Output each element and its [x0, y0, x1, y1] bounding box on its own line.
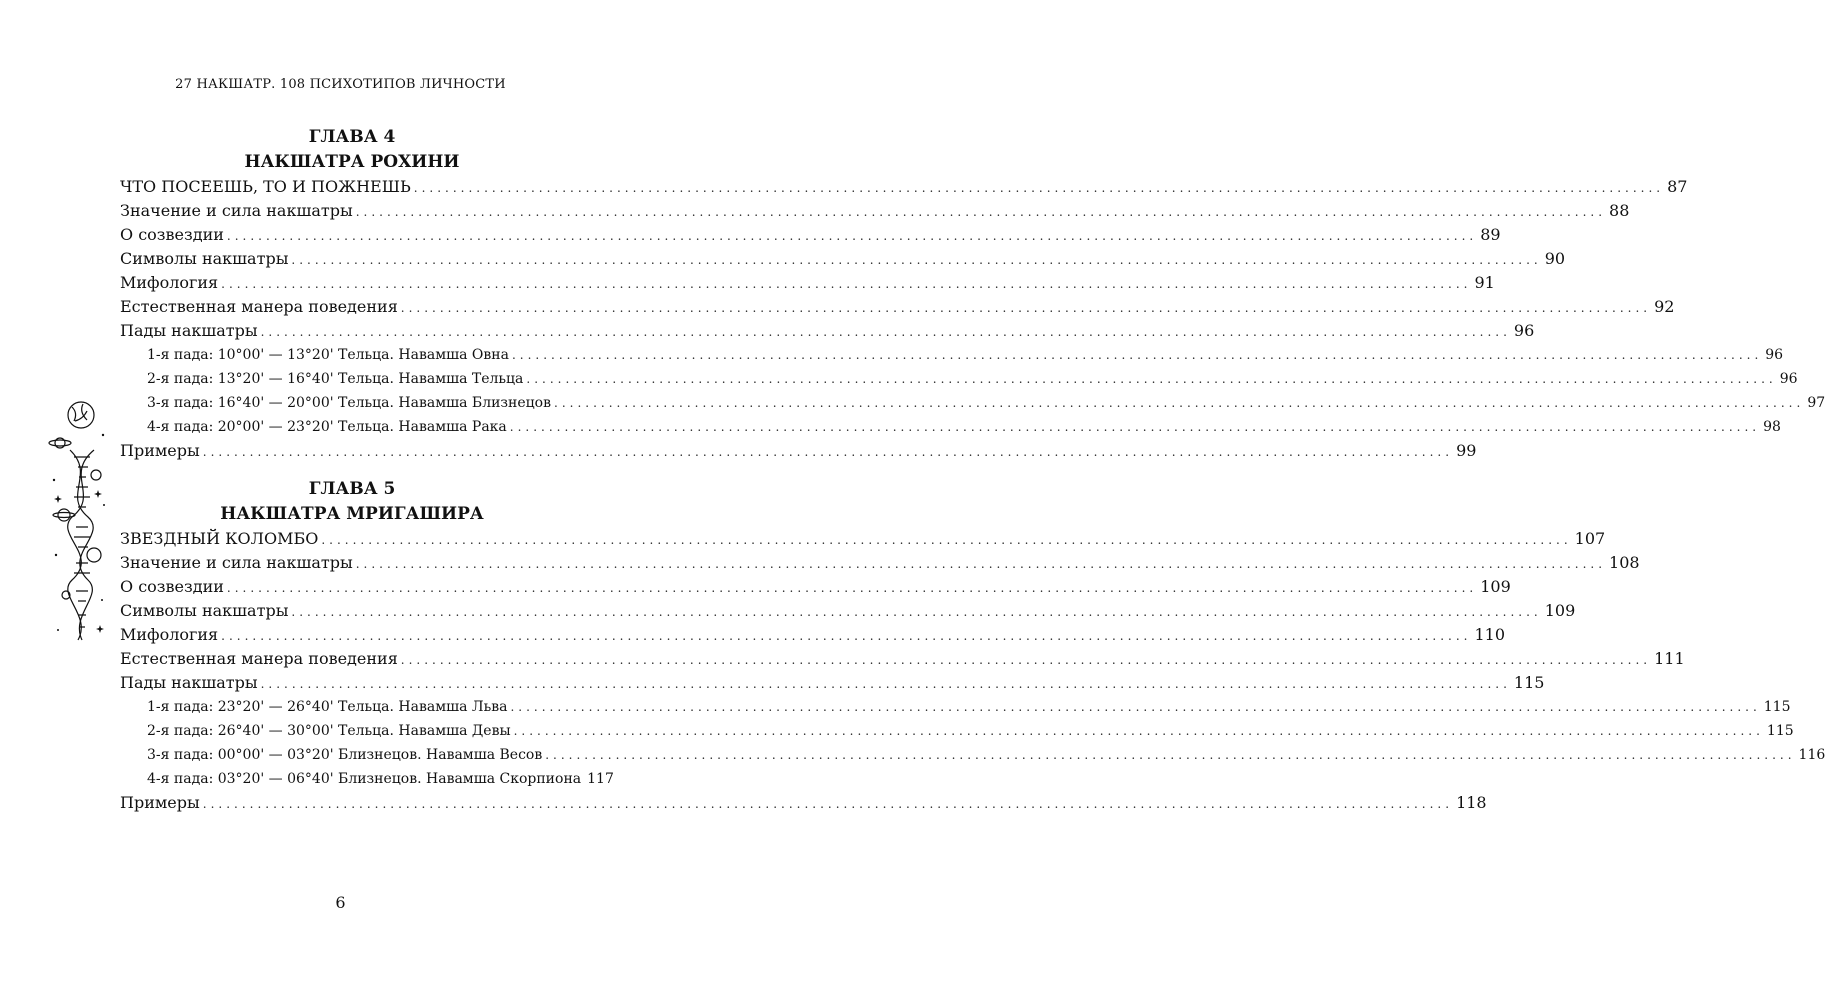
toc-entry-title: ЧТО ПОСЕЕШЬ, ТО И ПОЖНЕШЬ	[120, 177, 411, 196]
toc-entry	[120, 295, 1675, 319]
toc-entry-page: 117	[587, 771, 614, 787]
leader-dots: ................................................................................................................................................................	[202, 797, 1454, 811]
leader-dots: ................................................................................................................................................................	[400, 301, 1652, 315]
toc-entry-title: 2-я пада: 13°20' — 16°40' Тельца. Навамша Тельца	[147, 371, 524, 387]
toc-entry-title: 4-я пада: 03°20' — 06°40' Близнецов. Навамша Скорпиона	[147, 771, 582, 787]
leader-dots: ................................................................................................................................................................	[554, 396, 1805, 410]
toc-entry-page: 99	[1456, 441, 1477, 460]
toc-entry-page: 98	[1763, 419, 1781, 435]
leader-dots: ................................................................................................................................................................	[291, 253, 1542, 267]
running-head: 27 НАКШАТР. 108 ПСИХОТИПОВ ЛИЧНОСТИ	[175, 77, 506, 92]
leader-dots: ................................................................................................................................................................	[321, 533, 1572, 547]
toc-entry	[120, 367, 1798, 391]
toc-entry-title: Пады накшатры	[120, 321, 258, 340]
toc-entry-title: Мифология	[120, 273, 219, 292]
toc-entry-title: О созвездии	[120, 225, 224, 244]
chapter-number: ГЛАВА 4	[308, 127, 396, 147]
leader-dots: ................................................................................................................................................................	[545, 748, 1796, 762]
leader-dots: ................................................................................................................................................................	[221, 277, 1472, 291]
toc-entry-page: 96	[1513, 321, 1535, 340]
leader-dots: ................................................................................................................................................................	[400, 653, 1652, 667]
toc-entry	[120, 647, 1685, 671]
toc-entry-title: 1-я пада: 23°20' — 26°40' Тельца. Навамша Льва	[147, 699, 508, 715]
leader-dots: ................................................................................................................................................................	[221, 629, 1472, 643]
leader-dots: ................................................................................................................................................................	[510, 700, 1761, 714]
toc-entry	[120, 623, 1505, 647]
toc-entry	[120, 319, 1535, 343]
toc-entry-page: 96	[1765, 347, 1784, 363]
toc-entry	[120, 527, 1606, 551]
toc-entry-page: 109	[1544, 601, 1576, 620]
toc-chapter-5	[120, 477, 1825, 815]
leader-dots: ................................................................................................................................................................	[513, 724, 1764, 738]
toc-entry	[120, 695, 1791, 719]
toc-entry	[120, 743, 1825, 767]
toc-entry	[120, 247, 1566, 271]
toc-entry-page: 91	[1474, 273, 1495, 292]
chapter-title: НАКШАТРА МРИГАШИРА	[220, 504, 484, 524]
toc-entry-title: Пады накшатры	[120, 673, 258, 692]
toc-entry-page: 89	[1480, 225, 1501, 244]
leader-dots: ................................................................................................................................................................	[260, 677, 1511, 691]
leader-dots: ................................................................................................................................................................	[355, 205, 1607, 219]
toc-entry-title: 1-я пада: 10°00' — 13°20' Тельца. Навамша Овна	[147, 347, 509, 363]
toc-entry-page: 115	[1513, 673, 1545, 692]
toc-entry-title: Символы накшатры	[120, 249, 289, 268]
toc-entry-title: Мифология	[120, 625, 219, 644]
toc-entry-page: 107	[1574, 529, 1606, 548]
toc-entry-title: Значение и сила накшатры	[120, 201, 353, 220]
toc-entry-page: 116	[1798, 747, 1825, 763]
toc-entry	[120, 175, 1688, 199]
leader-dots: ................................................................................................................................................................	[226, 229, 1478, 243]
toc-entry-page: 118	[1456, 793, 1487, 812]
toc-entry	[120, 199, 1630, 223]
toc-entry-title: Примеры	[120, 441, 200, 460]
toc-entry	[120, 599, 1576, 623]
leader-dots: ................................................................................................................................................................	[526, 372, 1777, 386]
toc-entry	[120, 719, 1794, 743]
toc-entry-title: О созвездии	[120, 577, 224, 596]
chapter-title: НАКШАТРА РОХИНИ	[244, 152, 460, 172]
leader-dots: ................................................................................................................................................................	[355, 557, 1607, 571]
toc-entry	[120, 343, 1784, 367]
toc-entry-page: 111	[1654, 649, 1685, 668]
toc-entry-page: 96	[1779, 371, 1798, 387]
leader-dots: ................................................................................................................................................................	[226, 581, 1478, 595]
leader-dots: ................................................................................................................................................................	[202, 445, 1454, 459]
toc-entry-page: 92	[1654, 297, 1675, 316]
toc-entry-title: 3-я пада: 16°40' — 20°00' Тельца. Навамша Близнецов	[147, 395, 551, 411]
toc-entry	[120, 271, 1495, 295]
toc-entry	[120, 551, 1640, 575]
dna-planets-ornament-icon	[48, 395, 110, 645]
toc-entry	[120, 439, 1477, 463]
toc-entry	[120, 415, 1781, 439]
leader-dots: ................................................................................................................................................................	[260, 325, 1511, 339]
toc-entry	[120, 671, 1545, 695]
toc-entry-title: ЗВЕЗДНЫЙ КОЛОМБО	[120, 529, 319, 548]
leader-dots: ................................................................................................................................................................	[509, 420, 1761, 434]
leader-dots: ................................................................................................................................................................	[511, 348, 1763, 362]
toc-entry	[120, 767, 614, 791]
toc-entry-title: Символы накшатры	[120, 601, 289, 620]
page-number: 6	[335, 893, 346, 912]
toc-chapter-4	[120, 125, 1825, 463]
toc-entry-title: Значение и сила накшатры	[120, 553, 353, 572]
toc-entries	[120, 175, 1825, 463]
toc-entry-page: 110	[1474, 625, 1505, 644]
toc-entry-page: 109	[1480, 577, 1511, 596]
chapter-number: ГЛАВА 5	[308, 479, 396, 499]
toc-entry-title: 3-я пада: 00°00' — 03°20' Близнецов. Навамша Весов	[147, 747, 543, 763]
toc-entry-title: Примеры	[120, 793, 200, 812]
toc-entry-page: 97	[1807, 395, 1825, 411]
toc-entry	[120, 223, 1501, 247]
toc-entry-page: 115	[1766, 723, 1794, 739]
toc-entry-title: 2-я пада: 26°40' — 30°00' Тельца. Навамша Девы	[147, 723, 511, 739]
toc-entry-title: Естественная манера поведения	[120, 297, 398, 316]
toc-entry	[120, 391, 1825, 415]
toc-entry-title: Естественная манера поведения	[120, 649, 398, 668]
toc-entry	[120, 575, 1511, 599]
leader-dots: ................................................................................................................................................................	[291, 605, 1542, 619]
toc-entry	[120, 791, 1487, 815]
leader-dots: ................................................................................................................................................................	[413, 181, 1665, 195]
toc-entry-page: 115	[1763, 699, 1791, 715]
toc-entry-page: 90	[1544, 249, 1566, 268]
toc-entry-page: 88	[1609, 201, 1630, 220]
toc-entry-title: 4-я пада: 20°00' — 23°20' Тельца. Навамша Рака	[147, 419, 507, 435]
toc-entry-page: 108	[1609, 553, 1640, 572]
toc-entry-page: 87	[1667, 177, 1688, 196]
toc-entries	[120, 527, 1825, 815]
